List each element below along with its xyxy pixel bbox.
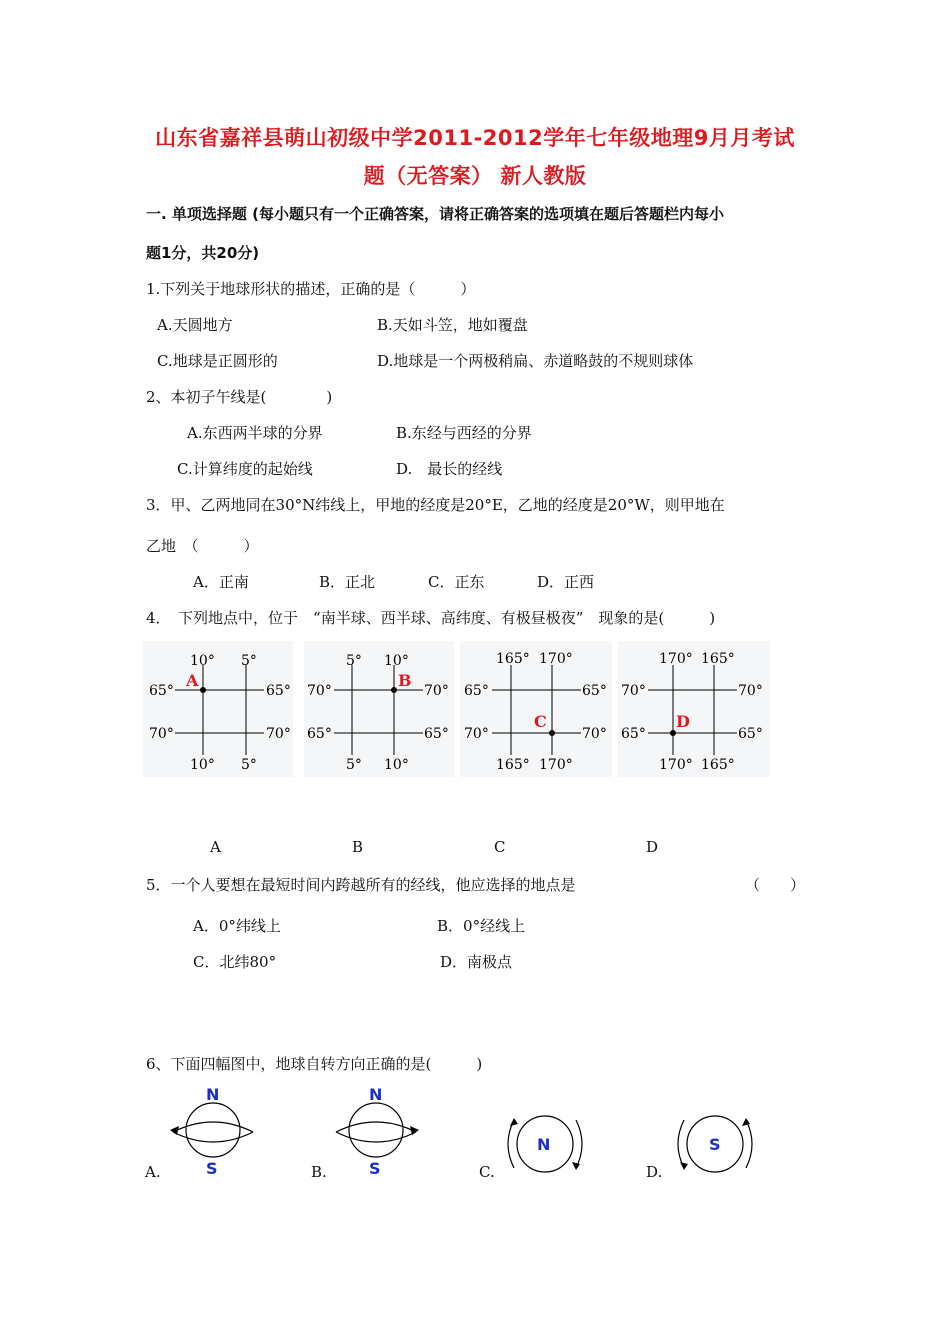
question-6-label-d: D. bbox=[646, 1163, 663, 1181]
rotation-diagram-d bbox=[672, 1104, 762, 1184]
question-3-stem-line-1: 3．甲、乙两地同在30°N纬线上，甲地的经度是20°E，乙地的经度是20°W，则甲地在 bbox=[146, 496, 725, 514]
question-6-stem: 6、下面四幅图中，地球自转方向正确的是( ) bbox=[146, 1055, 483, 1073]
question-4-label-d: D bbox=[646, 838, 659, 856]
diagram-d-right-upper: 70° bbox=[738, 683, 763, 699]
diagram-a-left-upper: 65° bbox=[149, 683, 174, 699]
diagram-a-south: S bbox=[206, 1159, 218, 1178]
question-5-answer-paren: （ ） bbox=[745, 876, 806, 894]
diagram-c-right-upper: 65° bbox=[582, 683, 607, 699]
question-4-label-c: C bbox=[494, 838, 506, 856]
page-title-line-1: 山东省嘉祥县萌山初级中学2011-2012学年七年级地理9月月考试 bbox=[155, 126, 795, 150]
question-1-stem: 1.下列关于地球形状的描述，正确的是（ ） bbox=[146, 280, 476, 298]
diagram-b-right-lower: 65° bbox=[424, 726, 449, 742]
lat-lon-diagram-b bbox=[304, 641, 454, 777]
question-5-option-b: B．0°经线上 bbox=[437, 917, 526, 935]
diagram-a-bottom-left: 10° bbox=[190, 757, 215, 773]
question-1-option-b: B.天如斗笠，地如覆盘 bbox=[377, 316, 528, 334]
question-5-option-c: C．北纬80° bbox=[193, 953, 277, 971]
page-title-line-2: 题（无答案） 新人教版 bbox=[363, 164, 587, 188]
diagram-c-bottom-right: 170° bbox=[539, 757, 573, 773]
diagram-a-north: N bbox=[206, 1085, 220, 1104]
diagram-c-right-lower: 70° bbox=[582, 726, 607, 742]
lat-lon-diagram-d bbox=[618, 641, 770, 777]
diagram-d-left-lower: 65° bbox=[621, 726, 646, 742]
question-4-label-b: B bbox=[352, 838, 364, 856]
question-2-option-c: C.计算纬度的起始线 bbox=[177, 460, 313, 478]
diagram-d-bottom-right: 165° bbox=[701, 757, 735, 773]
diagram-c-top-right: 170° bbox=[539, 651, 573, 667]
diagram-a-right-upper: 65° bbox=[266, 683, 291, 699]
diagram-d-south: S bbox=[709, 1135, 721, 1154]
diagram-b-top-right: 10° bbox=[384, 653, 409, 669]
rotation-diagram-a bbox=[165, 1082, 265, 1182]
diagram-a-point-label: A bbox=[186, 671, 199, 690]
diagram-d-left-upper: 70° bbox=[621, 683, 646, 699]
diagram-b-right-upper: 70° bbox=[424, 683, 449, 699]
rotation-diagram-c bbox=[502, 1104, 592, 1184]
question-5-option-d: D．南极点 bbox=[440, 953, 513, 971]
diagram-b-south: S bbox=[369, 1159, 381, 1178]
diagram-b-left-upper: 70° bbox=[307, 683, 332, 699]
diagram-b-north: N bbox=[369, 1085, 383, 1104]
diagram-d-top-left: 170° bbox=[659, 651, 693, 667]
question-6-label-a: A. bbox=[145, 1163, 161, 1181]
question-6-label-b: B. bbox=[311, 1163, 327, 1181]
question-2-option-b: B.东经与西经的分界 bbox=[396, 424, 532, 442]
diagram-b-bottom-right: 10° bbox=[384, 757, 409, 773]
question-2-option-d: D. 最长的经线 bbox=[396, 460, 503, 478]
question-3-option-b: B．正北 bbox=[319, 573, 376, 591]
question-3-option-c: C．正东 bbox=[428, 573, 485, 591]
question-3-stem-line-2: 乙地 （ ） bbox=[146, 537, 259, 555]
question-3-option-a: A．正南 bbox=[193, 573, 249, 591]
diagram-a-right-lower: 70° bbox=[266, 726, 291, 742]
diagram-c-left-upper: 65° bbox=[464, 683, 489, 699]
diagram-a-top-right: 5° bbox=[241, 653, 257, 669]
diagram-a-bottom-right: 5° bbox=[241, 757, 257, 773]
rotation-diagram-b bbox=[328, 1082, 428, 1182]
diagram-d-top-right: 165° bbox=[701, 651, 735, 667]
lat-lon-diagram-c bbox=[460, 641, 612, 777]
question-2-option-a: A.东西两半球的分界 bbox=[187, 424, 323, 442]
diagram-d-point-label: D bbox=[676, 712, 690, 731]
diagram-c-point-label: C bbox=[534, 712, 547, 731]
question-5-option-a: A．0°纬线上 bbox=[193, 917, 281, 935]
question-4-label-a: A bbox=[210, 838, 221, 856]
section-heading-line-2: 题1分，共20分) bbox=[146, 244, 260, 262]
question-4-stem: 4． 下列地点中，位于 “南半球、西半球、高纬度、有极昼极夜” 现象的是( ) bbox=[146, 609, 716, 627]
question-2-stem: 2、本初子午线是( ) bbox=[146, 388, 333, 406]
diagram-b-top-left: 5° bbox=[346, 653, 362, 669]
diagram-c-left-lower: 70° bbox=[464, 726, 489, 742]
question-5-stem: 5．一个人要想在最短时间内跨越所有的经线，他应选择的地点是 bbox=[146, 876, 576, 894]
diagram-a-top-left: 10° bbox=[190, 653, 215, 669]
diagram-b-point-label: B bbox=[398, 671, 412, 690]
diagram-c-bottom-left: 165° bbox=[496, 757, 530, 773]
question-1-option-d: D.地球是一个两极稍扁、赤道略鼓的不规则球体 bbox=[377, 352, 694, 370]
question-1-option-c: C.地球是正圆形的 bbox=[157, 352, 278, 370]
question-1-option-a: A.天圆地方 bbox=[157, 316, 233, 334]
question-3-option-d: D．正西 bbox=[537, 573, 595, 591]
lat-lon-diagram-a bbox=[143, 641, 293, 777]
diagram-c-north: N bbox=[537, 1135, 551, 1154]
diagram-d-bottom-left: 170° bbox=[659, 757, 693, 773]
diagram-b-left-lower: 65° bbox=[307, 726, 332, 742]
question-6-label-c: C. bbox=[479, 1163, 495, 1181]
diagram-c-top-left: 165° bbox=[496, 651, 530, 667]
diagram-a-left-lower: 70° bbox=[149, 726, 174, 742]
diagram-b-bottom-left: 5° bbox=[346, 757, 362, 773]
diagram-d-right-lower: 65° bbox=[738, 726, 763, 742]
section-heading-line-1: 一. 单项选择题 (每小题只有一个正确答案，请将正确答案的选项填在题后答题栏内每小 bbox=[146, 205, 725, 223]
